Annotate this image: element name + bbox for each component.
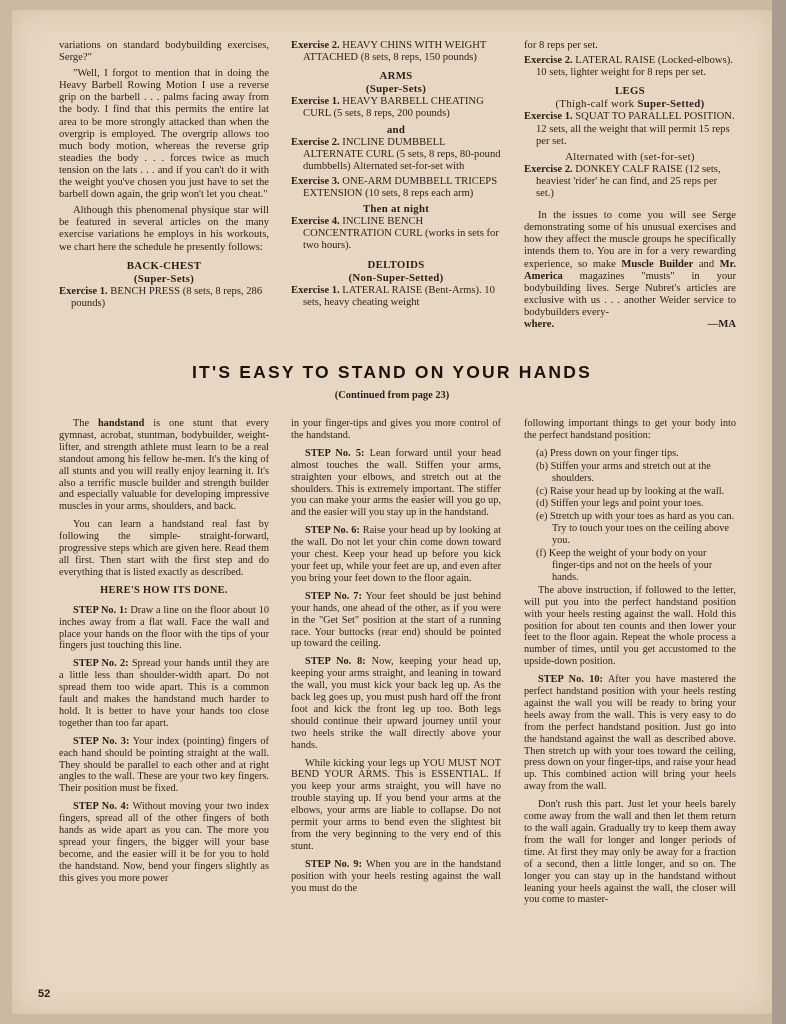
paragraph: You can learn a handstand real fast by following the simple- straight-forward, progressive steps which are given here. Read them all first. Then start with the first step and do everything that is listed exactly as described. bbox=[59, 519, 269, 578]
section-heading-legs: LEGS bbox=[614, 85, 645, 98]
exercise-label: Exercise 2. bbox=[524, 163, 573, 175]
step-paragraph bbox=[291, 656, 501, 751]
list-item: (d) Stiffen your legs and point your toes. bbox=[536, 498, 704, 510]
text-run: magazines "musts" in your bodybuilding lives. Serge Nubret's articles are exclusive with us . . . another Weider service to bodybuilders every- bbox=[524, 270, 736, 318]
exercise-text: LATERAL RAISE (Bent-Arms). 10 sets, heavy cheating weight bbox=[303, 284, 495, 308]
paragraph: Don't rush this part. Just let your heels barely come away from the wall and then let them return to the wall again. Gradually try to keep them away from the wall for longer and longer periods of time. At first they may only be away for a fraction of a second, then a little longer, and so on. The longer you can stay up in the handstand without leaning your heels against the wall, the closer will you come to master- bbox=[524, 799, 736, 906]
step-paragraph bbox=[59, 801, 269, 884]
exercise-label: Exercise 1. bbox=[524, 111, 573, 123]
section-subheading: (Super-Sets) bbox=[133, 272, 195, 285]
paragraph: The above instruction, if followed to the letter, will put you into the perfect handstand position with your heels resting against the wall. Hold this position for about ten counts and then lower your feet to the floor again. Repeat the whole process a number of times, until you get accustomed to the upside-down position. bbox=[524, 584, 736, 668]
continued-note: (Continued from page 23) bbox=[334, 390, 450, 401]
article-title: IT'S EASY TO STAND ON YOUR HANDS bbox=[192, 362, 592, 382]
step-text: Without moving your two index fingers, spread all of the other fingers of both hands as wide apart as you can. The more you spread your fingers, the bigger will your base become, and the easier will it be for you to hold the handstand. Now, bend your fingers slightly as this gives you more power bbox=[59, 801, 269, 884]
exercise-text: INCLINE DUMBBELL ALTERNATE CURL (5 sets, 8 reps, 80-pound dumbbells) Alternated set-for-set with bbox=[303, 136, 501, 172]
subheading-part: (Thigh-calf work bbox=[555, 98, 638, 111]
exercise-label: Exercise 2. bbox=[291, 136, 340, 148]
top-column-1 bbox=[59, 40, 269, 360]
step-text: After you have mastered the perfect handstand position with your heels resting against the wall you will be ready to bring your heels away from the wall. This is very easy to do from the perfect handstand position. Just go into the handstand against the wall as described above. Then stretch up with your toes toward the ceiling, press down on your finger-tips, and raise your head up. This combined action will bring your heels away from the wall. bbox=[524, 674, 736, 793]
step-paragraph bbox=[291, 859, 501, 895]
paragraph: While kicking your legs up YOU MUST NOT BEND YOUR ARMS. This is ESSENTIAL. If you keep your arms straight, you will have no trouble staying up. If you bend your arms at the elbows, your arms are liable to collapse. Do not permit your arms to bend even the slightest bit from the very beginning to the very end of this stunt. bbox=[291, 757, 501, 852]
exercise-text: INCLINE BENCH CONCENTRATION CURL (works in sets for two hours). bbox=[303, 216, 499, 252]
top-column-2 bbox=[291, 40, 501, 360]
step-label: STEP No. 1: bbox=[73, 604, 128, 616]
text-run: The bbox=[73, 418, 98, 429]
text-run: and bbox=[693, 258, 720, 270]
page-number: 52 bbox=[38, 988, 51, 1000]
exercise-entry bbox=[59, 286, 269, 310]
step-paragraph bbox=[291, 525, 501, 585]
step-text: Your index (pointing) fingers of each hand should be pointing straight at the wall. They should be parallel to each other and at right angles to the wall. These are your two key fingers. Their position must be fixed. bbox=[59, 735, 269, 795]
instruction-list bbox=[524, 448, 736, 584]
step-label: STEP No. 2: bbox=[73, 658, 129, 670]
exercise-entry bbox=[291, 176, 501, 200]
step-label: STEP No. 7: bbox=[305, 590, 362, 602]
exercise-label: Exercise 4. bbox=[291, 216, 340, 228]
paragraph bbox=[524, 210, 736, 319]
exercise-entry bbox=[291, 137, 501, 173]
paragraph bbox=[59, 418, 269, 513]
step-label: STEP No. 10: bbox=[538, 674, 603, 686]
exercise-text: ONE-ARM DUMBBELL TRICEPS EXTENSION (10 sets, 8 reps each arm) bbox=[303, 175, 498, 200]
subheading-part: Super-Setted) bbox=[637, 98, 705, 111]
list-item: (f) Keep the weight of your body on your finger-tips and not on the heels of your hands. bbox=[536, 548, 713, 583]
step-label: STEP No. 5: bbox=[305, 447, 365, 459]
exercise-entry bbox=[524, 164, 736, 200]
list-item: (b) Stiffen your arms and stretch out at the shoulders. bbox=[536, 460, 711, 484]
list-item: (a) Press down on your finger tips. bbox=[536, 447, 679, 459]
section-subheading bbox=[524, 98, 736, 110]
exercise-entry bbox=[291, 96, 501, 120]
lower-column-3 bbox=[524, 418, 736, 998]
section-heading-back-chest: BACK-CHEST bbox=[126, 259, 202, 272]
lower-column-2 bbox=[291, 418, 501, 998]
exercise-text: HEAVY BARBELL CHEATING CURL (5 sets, 8 reps, 200 pounds) bbox=[303, 96, 484, 120]
step-text: When you are in the handstand position with your heels resting against the wall you must do the bbox=[291, 858, 501, 894]
step-text: Lean forward until your head almost touches the wall. Stiffen your arms, straighten your elbows, and stretch out at the shoulders. This is extremely important. The stiffer you can make your arms the easier will you go up, and the easier will you stay up in the handstand. bbox=[291, 447, 501, 519]
exercise-text: SQUAT TO PARALLEL POSITION. 12 sets, all the weight that will permit 15 reps per set. bbox=[536, 111, 735, 147]
list-item: (e) Stretch up with your toes as hard as you can. Try to touch your toes on the ceiling above you. bbox=[536, 511, 735, 547]
exercise-label: Exercise 1. bbox=[291, 96, 340, 108]
lower-column-1 bbox=[59, 418, 269, 998]
exercise-continuation: for 8 reps per set. bbox=[524, 40, 598, 51]
step-label: STEP No. 8: bbox=[305, 656, 366, 668]
exercise-entry bbox=[291, 285, 501, 309]
magazine-name: Muscle Builder bbox=[621, 258, 694, 270]
sign-off-row bbox=[524, 319, 736, 331]
text-run: In the issues to come you will see Serge demonstrating some of his unusual exercises and how they affect the muscle groups he specifically intends them to. You are in for a very rewarding experience, so make bbox=[524, 210, 736, 270]
step-label: STEP No. 4: bbox=[73, 801, 130, 813]
step-label: STEP No. 6: bbox=[305, 525, 360, 537]
exercise-text: DONKEY CALF RAISE (12 sets, heaviest 'rider' he can find, and 25 reps per set.) bbox=[536, 163, 721, 200]
magazine-name: Mr. America bbox=[524, 258, 736, 282]
paragraph: following important things to get your body into the perfect handstand position: bbox=[524, 418, 736, 441]
exercise-entry bbox=[291, 40, 501, 64]
magazine-page bbox=[12, 10, 772, 1014]
exercise-label: Exercise 1. bbox=[291, 284, 340, 296]
author-signature: —MA bbox=[707, 318, 736, 330]
section-heading-arms: ARMS bbox=[379, 70, 413, 83]
text-run: where. bbox=[524, 318, 555, 330]
paragraph: "Well, I forgot to mention that in doing the Heavy Barbell Rowing Motion I use a reverse grip on the barbell . . . palms facing away from the body. I find that this permits the entire lat area to be more strongly attacked than when the overgrip is employed. The overgrip allows too much body motion, whereas the reverse grip steadies the body . . . forces twice as much tension on the lats . . . and if you can't do it with the weight you've chosen you just have to set the barbell down again, the grip won't let you cheat." bbox=[59, 68, 269, 201]
step-text: Now, keeping your head up, keeping your arms straight, and leaning in toward the wall, you must kick your back leg up. As the back leg goes up, you must push hard off the front foot and kick the front leg up too. Both legs should continue their upward journey until your two heels strike the wall directly above your hands. bbox=[291, 656, 501, 751]
exercise-text: HEAVY CHINS WITH WEIGHT ATTACHED (8 sets, 8 reps, 150 pounds) bbox=[303, 40, 487, 64]
step-paragraph bbox=[291, 591, 501, 651]
top-column-3 bbox=[524, 40, 736, 360]
exercise-label: Exercise 1. bbox=[59, 285, 108, 297]
connector-alternated: Alternated with (set-for-set) bbox=[565, 150, 695, 163]
page-edge bbox=[772, 0, 786, 1024]
paragraph: in your finger-tips and gives you more control of the handstand. bbox=[291, 418, 501, 441]
step-text: Spread your hands until they are a little less than shoulder-width apart. Do not spread them too wide apart. This is a common fault and makes the handstand much harder to hold. It is better to have your hands too close together than too far apart. bbox=[59, 658, 269, 729]
list-item: (c) Raise your head up by looking at the wall. bbox=[536, 485, 725, 497]
exercise-text: LATERAL RAISE (Locked-elbows). 10 sets, lighter weight for 8 reps per set. bbox=[536, 55, 733, 79]
section-heading: HERE'S HOW ITS DONE. bbox=[100, 584, 228, 596]
step-paragraph bbox=[59, 736, 269, 796]
section-heading-deltoids: DELTOIDS bbox=[367, 258, 425, 271]
exercise-entry bbox=[291, 216, 501, 252]
section-subheading: (Non-Super-Setted) bbox=[348, 271, 444, 284]
section-subheading: (Super-Sets) bbox=[365, 83, 427, 96]
exercise-label: Exercise 3. bbox=[291, 175, 340, 187]
step-paragraph bbox=[291, 448, 501, 519]
step-paragraph bbox=[59, 658, 269, 729]
step-text: Your feet should be just behind your hands, one ahead of the other, as if you were in the "Get Set" position at the start of a running race. Your buttocks (rear end) should be pointed up toward the ceiling. bbox=[291, 590, 501, 650]
exercise-entry bbox=[524, 111, 736, 147]
exercise-label: Exercise 2. bbox=[291, 40, 340, 51]
step-paragraph bbox=[524, 674, 736, 793]
text-run: is one stunt that every gymnast, acrobat, stuntman, bodybuilder, weight-lifter, and strength athlete must learn to be a real standout among his fellow he-men. It's the king of all stunts and you will really enjoy learning it. It's also a terrific muscle builder and strength builder and especially valuable for developing impressive muscles in your arms, shoulders, and back. bbox=[59, 418, 269, 513]
paragraph: Although this phenomenal physique star will be featured in several articles on the many exercise variations he employs in his workouts, we chart here the schedule he presently follows: bbox=[59, 205, 269, 253]
connector-then-at-night: Then at night bbox=[362, 203, 430, 216]
step-label: STEP No. 9: bbox=[305, 858, 362, 870]
paragraph: variations on standard bodybuilding exercises, Serge?" bbox=[59, 40, 269, 64]
step-text: Draw a line on the floor about 10 inches away from a flat wall. Face the wall and place your hands on the floor with the tips of your fingers just touching this line. bbox=[59, 604, 269, 652]
text-run: handstand bbox=[97, 418, 145, 429]
step-text: Raise your head up by looking at the wall. Do not let your chin come down toward your chest. Keep your head up before you kick your feet up, while your feet are up, and even after you bring your feet down to the floor again. bbox=[291, 525, 501, 584]
exercise-text: BENCH PRESS (8 sets, 8 reps, 286 pounds) bbox=[71, 285, 263, 309]
exercise-entry bbox=[524, 55, 736, 79]
step-label: STEP No. 3: bbox=[73, 735, 130, 747]
connector-and: and bbox=[386, 123, 406, 136]
step-paragraph bbox=[59, 605, 269, 653]
exercise-label: Exercise 2. bbox=[524, 55, 573, 67]
